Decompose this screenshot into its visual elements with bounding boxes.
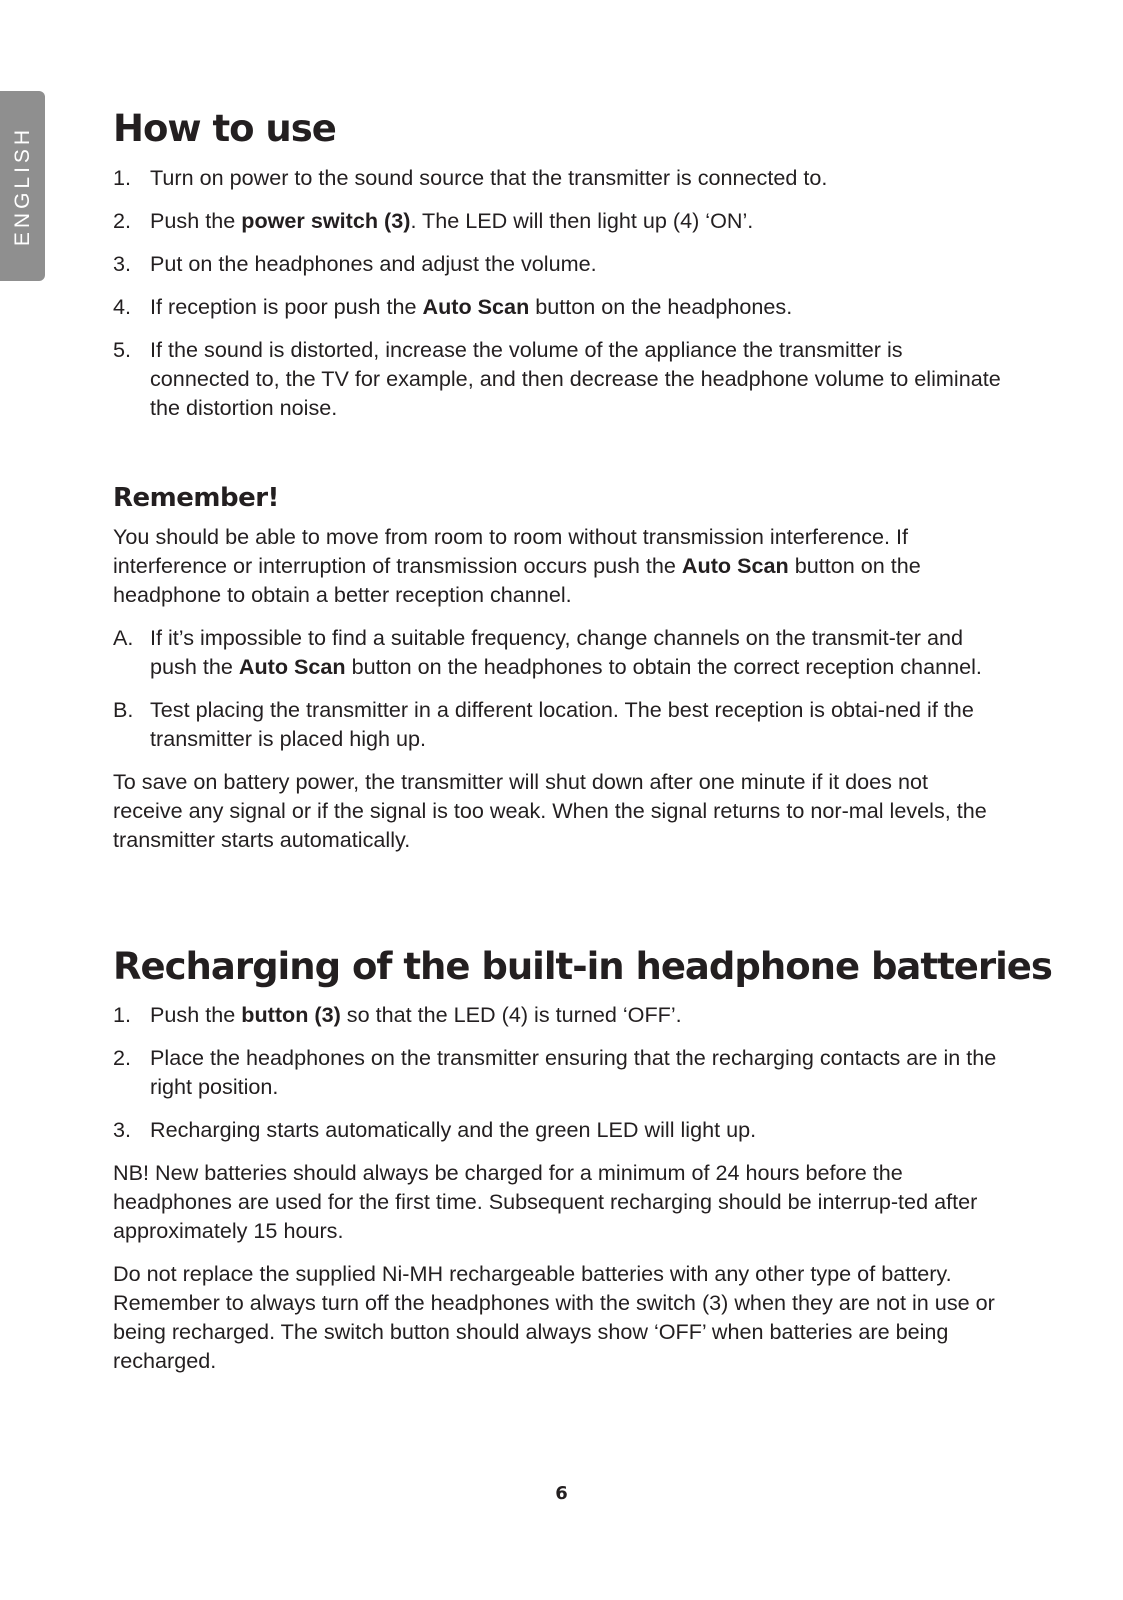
step-text: If the sound is distorted, increase the volume of the appliance the transmitter is connected to, the TV for example, and then decrease the headphone volume to eliminate the distortion noise. xyxy=(150,337,1001,420)
item-text: Test placing the transmitter in a different location. The best reception is obtai-ned if the transmitter is placed high up. xyxy=(150,697,974,751)
step-number: 2. xyxy=(113,1045,132,1070)
recharging-steps xyxy=(113,1000,1003,1144)
list-item xyxy=(113,1115,1003,1144)
step-number: 3. xyxy=(113,1117,132,1142)
remember-section xyxy=(113,522,1003,854)
nb-note: NB! New batteries should always be charged for a minimum of 24 hours before the headphones are used for the first time. Subsequent recharging should be interrup-ted after approximately 15 hours. xyxy=(113,1160,978,1243)
step-text: Push the xyxy=(150,208,242,233)
item-letter: A. xyxy=(113,625,134,650)
step-number: 2. xyxy=(113,208,132,233)
step-text: Place the headphones on the transmitter ensuring that the recharging contacts are in the right position. xyxy=(150,1045,997,1099)
step-number: 3. xyxy=(113,251,132,276)
list-item xyxy=(113,163,1003,192)
step-number: 1. xyxy=(113,1002,132,1027)
language-tab-label: ENGLISH xyxy=(10,125,34,247)
list-item xyxy=(113,335,1003,422)
step-number: 5. xyxy=(113,337,132,362)
list-item xyxy=(113,1043,1003,1101)
step-text-bold: power switch (3) xyxy=(241,208,411,233)
how-to-use-section xyxy=(113,163,1003,436)
remember-items xyxy=(113,623,1003,753)
step-text: button on the headphones. xyxy=(529,294,793,319)
step-text: Put on the headphones and adjust the volume. xyxy=(150,251,597,276)
step-text-bold: Auto Scan xyxy=(422,294,530,319)
list-item xyxy=(113,292,1003,321)
step-number: 1. xyxy=(113,165,132,190)
how-to-use-steps xyxy=(113,163,1003,422)
list-item xyxy=(113,1000,1003,1029)
step-text: . The LED will then light up (4) ‘ON’. xyxy=(410,208,754,233)
remember-intro: You should be able to move from room to room without transmission interference. If interference or interruption of transmission occurs push the Auto Scan button on the headphone to obtain a better reception channel. xyxy=(113,524,921,607)
step-text-bold: button (3) xyxy=(241,1002,341,1027)
step-text: Push the xyxy=(150,1002,242,1027)
step-number: 4. xyxy=(113,294,132,319)
page-number: 6 xyxy=(555,1483,568,1504)
list-item xyxy=(113,249,1003,278)
recharging-section xyxy=(113,1000,1003,1375)
recharging-heading: Recharging of the built-in headphone batteries xyxy=(113,945,1052,988)
item-text-bold: Auto Scan xyxy=(238,654,346,679)
how-to-use-heading: How to use xyxy=(113,107,336,150)
list-item xyxy=(113,623,1003,681)
language-tab xyxy=(0,91,45,281)
battery-power-note: To save on battery power, the transmitter will shut down after one minute if it does not receive any signal or if the signal is too weak. When the signal returns to nor-mal levels, the transmitter starts automatically. xyxy=(113,769,987,852)
item-text: If it’s impossible to find a suitable frequency, change channels on the transmit-ter and push the xyxy=(150,625,964,679)
auto-scan-bold: Auto Scan xyxy=(681,553,789,578)
item-text: button on the headphones to obtain the correct reception channel. xyxy=(345,654,982,679)
item-letter: B. xyxy=(113,697,134,722)
list-item xyxy=(113,206,1003,235)
step-text: Recharging starts automatically and the green LED will light up. xyxy=(150,1117,757,1142)
step-text: so that the LED (4) is turned ‘OFF’. xyxy=(340,1002,682,1027)
remember-heading: Remember! xyxy=(113,483,279,513)
replace-batteries-note: Do not replace the supplied Ni-MH rechargeable batteries with any other type of battery. Remember to always turn off the headphones with the switch (3) when they are not in use or being recharged. The switch button should always show ‘OFF’ when batteries are being recharged. xyxy=(113,1261,995,1373)
step-text: Turn on power to the sound source that the transmitter is connected to. xyxy=(150,165,828,190)
step-text: If reception is poor push the xyxy=(150,294,423,319)
list-item xyxy=(113,695,1003,753)
